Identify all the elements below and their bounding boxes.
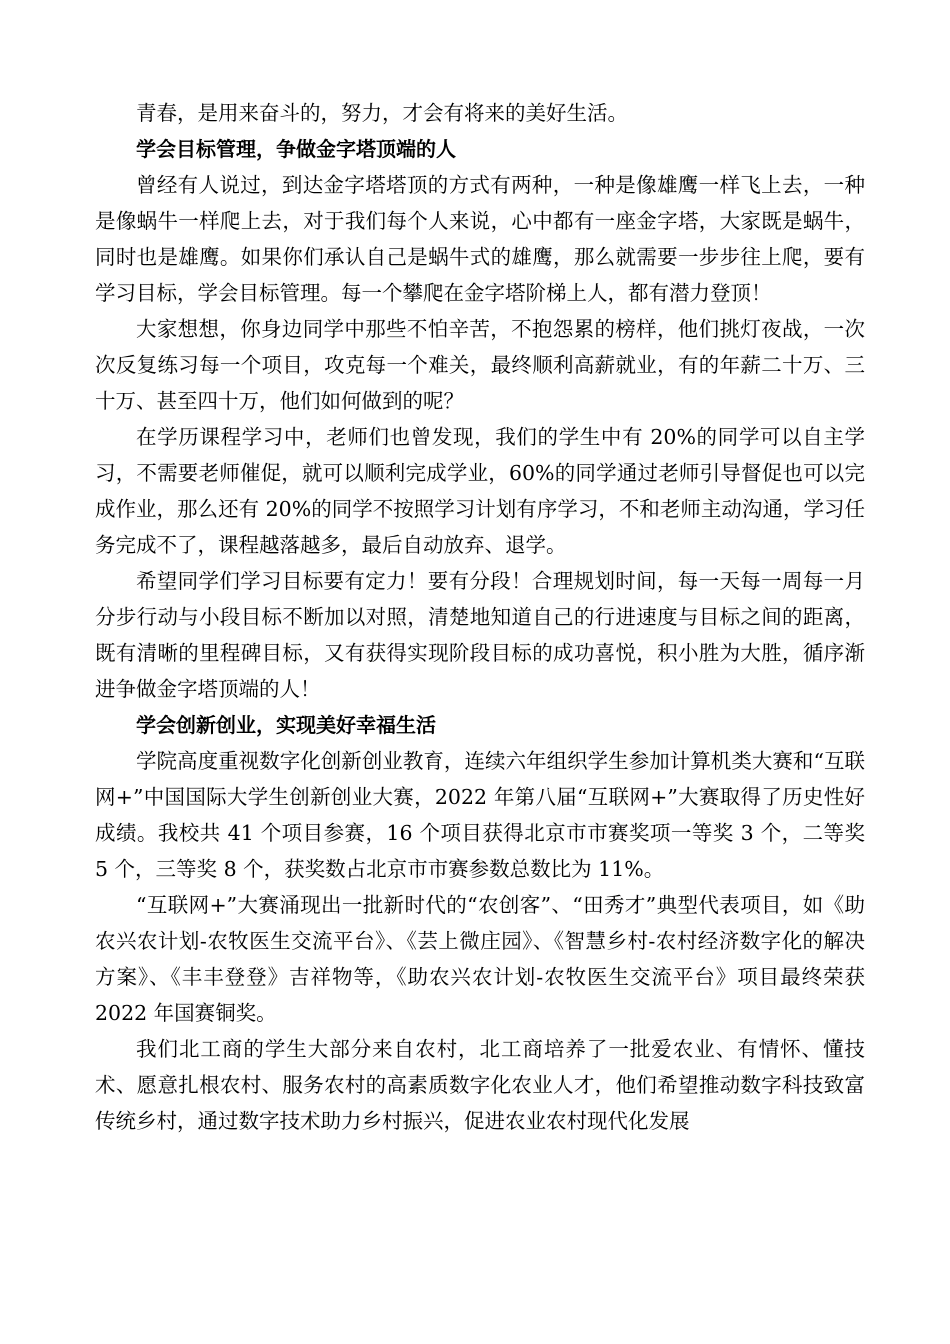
section-heading-goal-management: 学会目标管理，争做金字塔顶端的人 [136, 137, 456, 161]
section-heading-innovation: 学会创新创业，实现美好幸福生活 [136, 713, 436, 737]
paragraph-role-models: 大家想想，你身边同学中那些不怕辛苦，不抱怨累的榜样，他们挑灯夜战，一次次反复练习每一个项目，攻克每一个难关，最终顺利高薪就业，有的年薪二十万、三十万、甚至四十万，他们如何做到的呢？ [95, 317, 865, 413]
paragraph-youth-striving: 青春，是用来奋斗的，努力，才会有将来的美好生活。 [136, 101, 628, 125]
paragraph-pyramid-eagle-snail: 曾经有人说过，到达金字塔塔顶的方式有两种，一种是像雄鹰一样飞上去，一种是像蜗牛一样爬上去，对于我们每个人来说，心中都有一座金字塔，大家既是蜗牛，同时也是雄鹰。如果你们承认自己是蜗牛式的雄鹰，那么就需要一步步往上爬，要有学习目标，学会目标管理。每一个攀爬在金字塔阶梯上人，都有潜力登顶！ [95, 173, 865, 305]
paragraph-rural-students: 我们北工商的学生大部分来自农村，北工商培养了一批爱农业、有情怀、懂技术、愿意扎根农村、服务农村的高素质数字化农业人才，他们希望推动数字科技致富传统乡村，通过数字技术助力乡村振兴，促进农业农村现代化发展 [95, 1037, 865, 1133]
paragraph-goal-focus: 希望同学们学习目标要有定力！要有分段！合理规划时间，每一天每一周每一月分步行动与小段目标不断加以对照，清楚地知道自己的行进速度与目标之间的距离，既有清晰的里程碑目标，又有获得实现阶段目标的成功喜悦，积小胜为大胜，循序渐进争做金字塔顶端的人！ [95, 569, 865, 701]
document-page [95, 95, 865, 1139]
paragraph-internet-plus-projects: “互联网+”大赛涌现出一批新时代的“农创客”、“田秀才”典型代表项目，如《助农兴农计划-农牧医生交流平台》、《芸上微庄园》、《智慧乡村-农村经济数字化的解决方案》、《丰丰登登》吉祥物等，《助农兴农计划-农牧医生交流平台》项目最终荣获 2022 年国赛铜奖。 [95, 893, 865, 1025]
paragraph-study-percentages: 在学历课程学习中，老师们也曾发现，我们的学生中有 20%的同学可以自主学习，不需要老师催促，就可以顺利完成学业，60%的同学通过老师引导督促也可以完成作业，那么还有 20%的同学不按照学习计划有序学习，不和老师主动沟通，学习任务完成不了，课程越落越多，最后自动放弃、退学。 [95, 425, 865, 557]
paragraph-competition-results: 学院高度重视数字化创新创业教育，连续六年组织学生参加计算机类大赛和“互联网+”中国国际大学生创新创业大赛，2022 年第八届“互联网+”大赛取得了历史性好成绩。我校共 41 个项目参赛，16 个项目获得北京市市赛奖项一等奖 3 个，二等奖 5 个，三等奖 8 个，获奖数占北京市市赛参数总数比为 11%。 [95, 749, 865, 881]
